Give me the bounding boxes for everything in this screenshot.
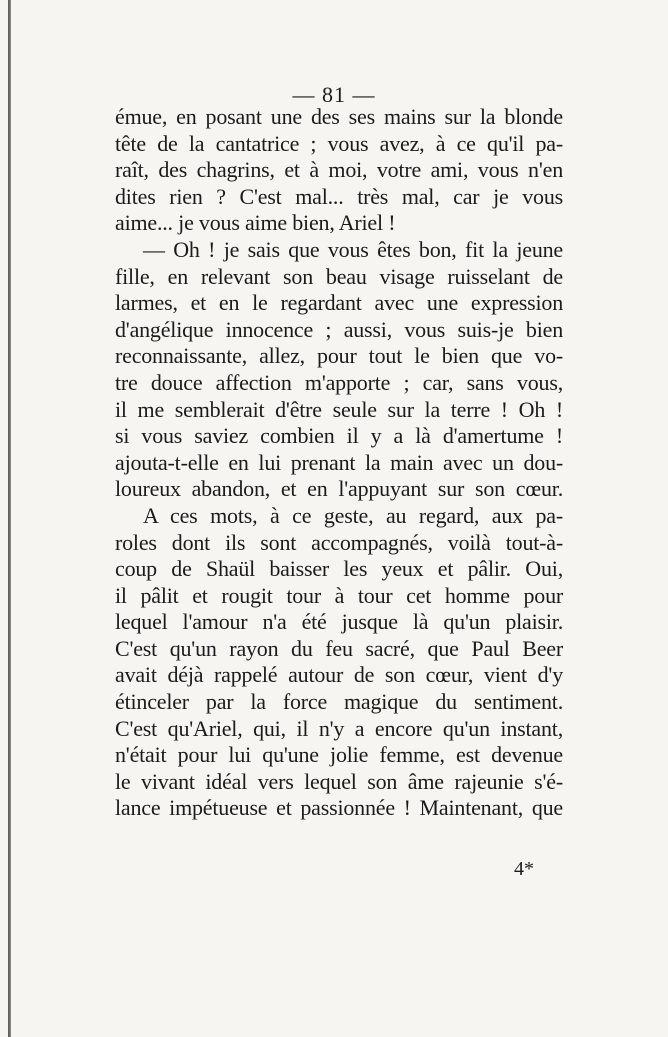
text-line: ajouta-t-elle en lui prenant la main avec un dou- [115,449,563,475]
text-line: d'angélique innocence ; aussi, vous suis-je bien [115,316,563,342]
text-line: avait déjà rappelé autour de son cœur, vient d'y [115,662,563,688]
text-line: — Oh ! je sais que vous êtes bon, fit la jeune [143,236,563,262]
text-line: reconnaissante, allez, pour tout le bien que vo- [115,343,563,369]
text-line: fille, en relevant son beau visage ruisselant de [115,263,563,289]
text-line: lequel l'amour n'a été jusque là qu'un plaisir. [115,609,563,635]
text-line: il pâlit et rougit tour à tour cet homme pour [115,582,563,608]
signature-mark: 4* [514,858,534,880]
text-line: étinceler par la force magique du sentiment. [115,689,563,715]
body-text [115,104,563,822]
page-binding-edge [8,0,11,1037]
text-line: loureux abandon, et en l'appuyant sur son cœur. [115,476,563,502]
text-line: il me semblerait d'être seule sur la terre ! Oh ! [115,396,563,422]
text-line: n'était pour lui qu'une jolie femme, est devenue [115,742,563,768]
text-line: A ces mots, à ce geste, au regard, aux pa- [143,502,563,528]
text-line: émue, en posant une des ses mains sur la blonde [115,104,563,129]
text-line: coup de Shaül baisser les yeux et pâlir. Oui, [115,556,563,582]
text-line: larmes, et en le regardant avec une expression [115,290,563,316]
text-line: lance impétueuse et passionnée ! Maintenant, que [115,795,563,821]
text-line: raît, des chagrins, et à moi, votre ami, vous n'en [115,157,563,183]
text-line: le vivant idéal vers lequel son âme rajeunie s'é- [115,768,563,794]
text-line: roles dont ils sont accompagnés, voilà tout-à- [115,529,563,555]
text-line: C'est qu'Ariel, qui, il n'y a encore qu'un instant, [115,715,563,741]
text-line: C'est qu'un rayon du feu sacré, que Paul Beer [115,635,563,661]
text-line: tête de la cantatrice ; vous avez, à ce qu'il pa- [115,130,563,156]
text-line: aime... je vous aime bien, Ariel ! [115,210,396,236]
text-line: tre douce affection m'apporte ; car, sans vous, [115,369,563,395]
text-line: dites rien ? C'est mal... très mal, car je vous [115,183,563,209]
page-number: — 81 — [292,82,376,107]
text-line: si vous saviez combien il y a là d'amertume ! [115,423,563,449]
